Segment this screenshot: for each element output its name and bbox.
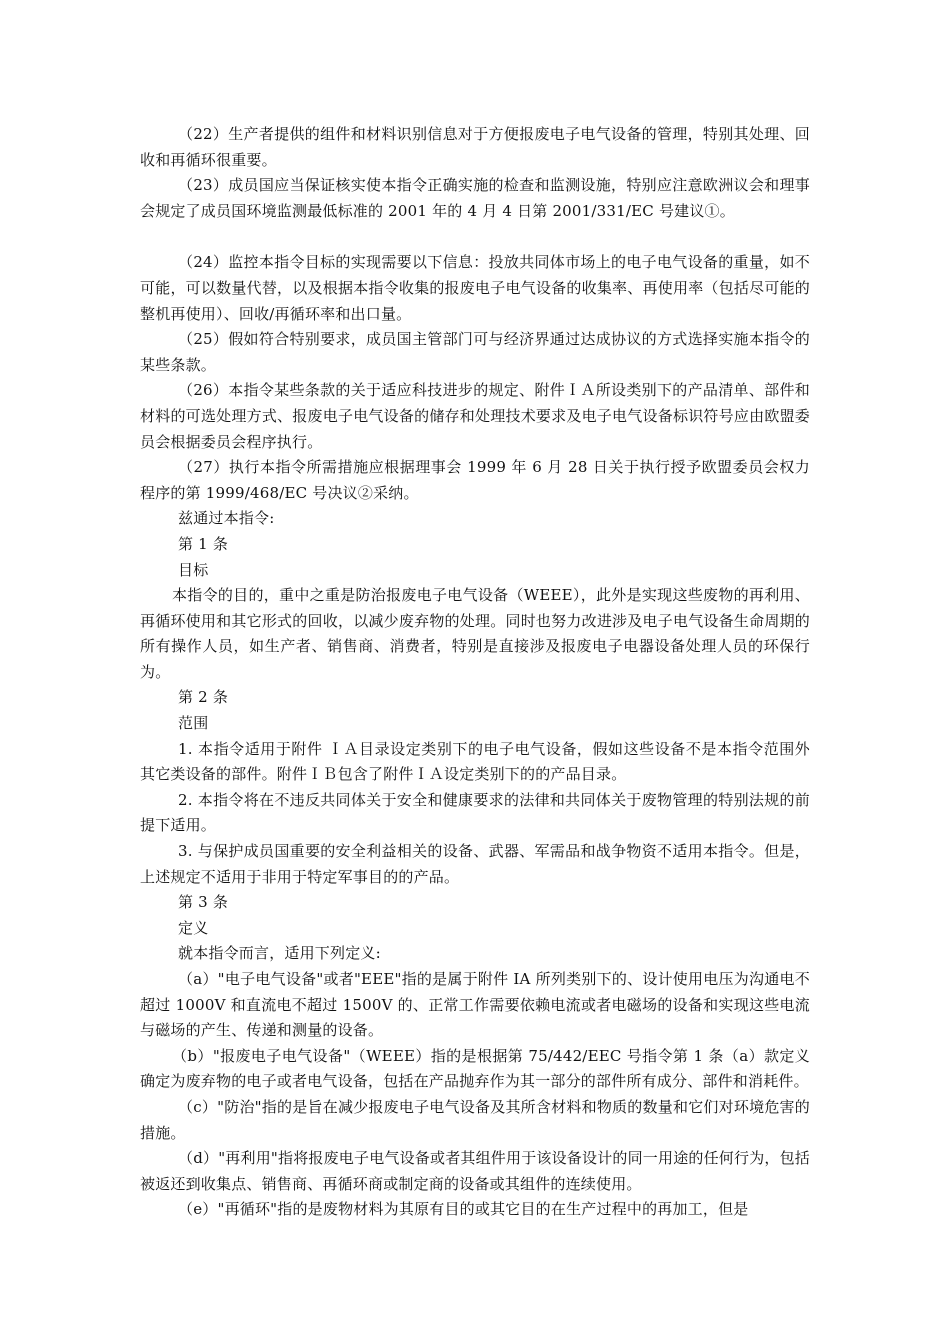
adoption-statement: 兹通过本指令: [178, 509, 275, 528]
article-1-heading: 第 1 条 [178, 534, 229, 553]
article-1-body: 本指令的目的，重中之重是防治报废电子电气设备（WEEE），此外是实现这些废物的再利用、再循环使用和其它形式的回收，以减少废弃物的处理。同时也努力改进涉及电子电气设备生命周期的所有操作人员，如生产者、销售商、消费者，特别是直接涉及报废电子电器设备处理人员的环保行为。 [140, 586, 810, 681]
paragraph-27: （27）执行本指令所需措施应根据理事会 1999 年 6 月 28 日关于执行授予欧盟委员会权力程序的第 1999/468/EC 号决议②采纳。 [140, 458, 810, 502]
paragraph-24: （24）监控本指令目标的实现需要以下信息：投放共同体市场上的电子电气设备的重量，如不可能，可以数量代替，以及根据本指令收集的报废电子电气设备的收集率、再使用率（包括尽可能的整机再使用）、回收/再循环率和出口量。 [140, 253, 810, 323]
article-3-intro: 就本指令而言，适用下列定义: [178, 944, 381, 963]
paragraph-gap [140, 224, 810, 250]
paragraph-25: （25）假如符合特别要求，成员国主管部门可与经济界通过达成协议的方式选择实施本指令的某些条款。 [140, 330, 810, 374]
article-3-title: 定义 [178, 918, 209, 937]
article-2-heading: 第 2 条 [178, 688, 229, 707]
article-2-title: 范围 [178, 714, 209, 733]
definition-c: （c）"防治"指的是旨在减少报废电子电气设备及其所含材料和物质的数量和它们对环境危害的措施。 [140, 1097, 810, 1142]
paragraph-26: （26）本指令某些条款的关于适应科技进步的规定、附件ＩＡ所设类别下的产品清单、部件和材料的可选处理方式、报废电子电气设备的储存和处理技术要求及电子电气设备标识符号应由欧盟委员会根据委员会程序执行。 [140, 381, 810, 451]
definition-d: （d）"再利用"指将报废电子电气设备或者其组件用于该设备设计的同一用途的任何行为，包括被返还到收集点、销售商、再循环商或制定商的设备或其组件的连续使用。 [140, 1149, 811, 1193]
paragraph-23: （23）成员国应当保证核实使本指令正确实施的检查和监测设施，特别应注意欧洲议会和理事会规定了成员国环境监测最低标准的 2001 年的 4 月 4 日第 2001/331/EC 号建议①。 [140, 176, 810, 220]
article-3-heading: 第 3 条 [178, 893, 229, 912]
article-2-item-2: 2. 本指令将在不违反共同体关于安全和健康要求的法律和共同体关于废物管理的特别法规的前提下适用。 [140, 790, 810, 835]
definition-b: （b）"报废电子电气设备"（WEEE）指的是根据第 75/442/EEC 号指令第 1 条（a）款定义确定为废弃物的电子或者电气设备，包括在产品抛弃作为其一部分的部件所有成分、部件和消耗件。 [140, 1046, 810, 1091]
definition-e: （e）"再循环"指的是废物材料为其原有目的或其它目的在生产过程中的再加工，但是 [178, 1200, 749, 1219]
article-2-item-3: 3. 与保护成员国重要的安全利益相关的设备、武器、军需品和战争物资不适用本指令。但是，上述规定不适用于非用于特定军事目的的产品。 [140, 842, 810, 886]
article-1-title: 目标 [178, 560, 209, 579]
definition-a: （a）"电子电气设备"或者"EEE"指的是属于附件 IA 所列类别下的、设计使用电压为沟通电不超过 1000V 和直流电不超过 1500V 的、正常工作需要依赖电流或者电磁场的设备和实现这些电流与磁场的产生、传递和测量的设备。 [140, 970, 810, 1040]
article-2-item-1: 1. 本指令适用于附件 ＩＡ目录设定类别下的电子电气设备，假如这些设备不是本指令范围外其它类设备的部件。附件ＩＢ包含了附件ＩＡ设定类别下的的产品目录。 [140, 739, 810, 784]
document-body [140, 122, 810, 1223]
paragraph-22: （22）生产者提供的组件和材料识别信息对于方便报废电子电气设备的管理，特别其处理、回收和再循环很重要。 [140, 125, 810, 169]
